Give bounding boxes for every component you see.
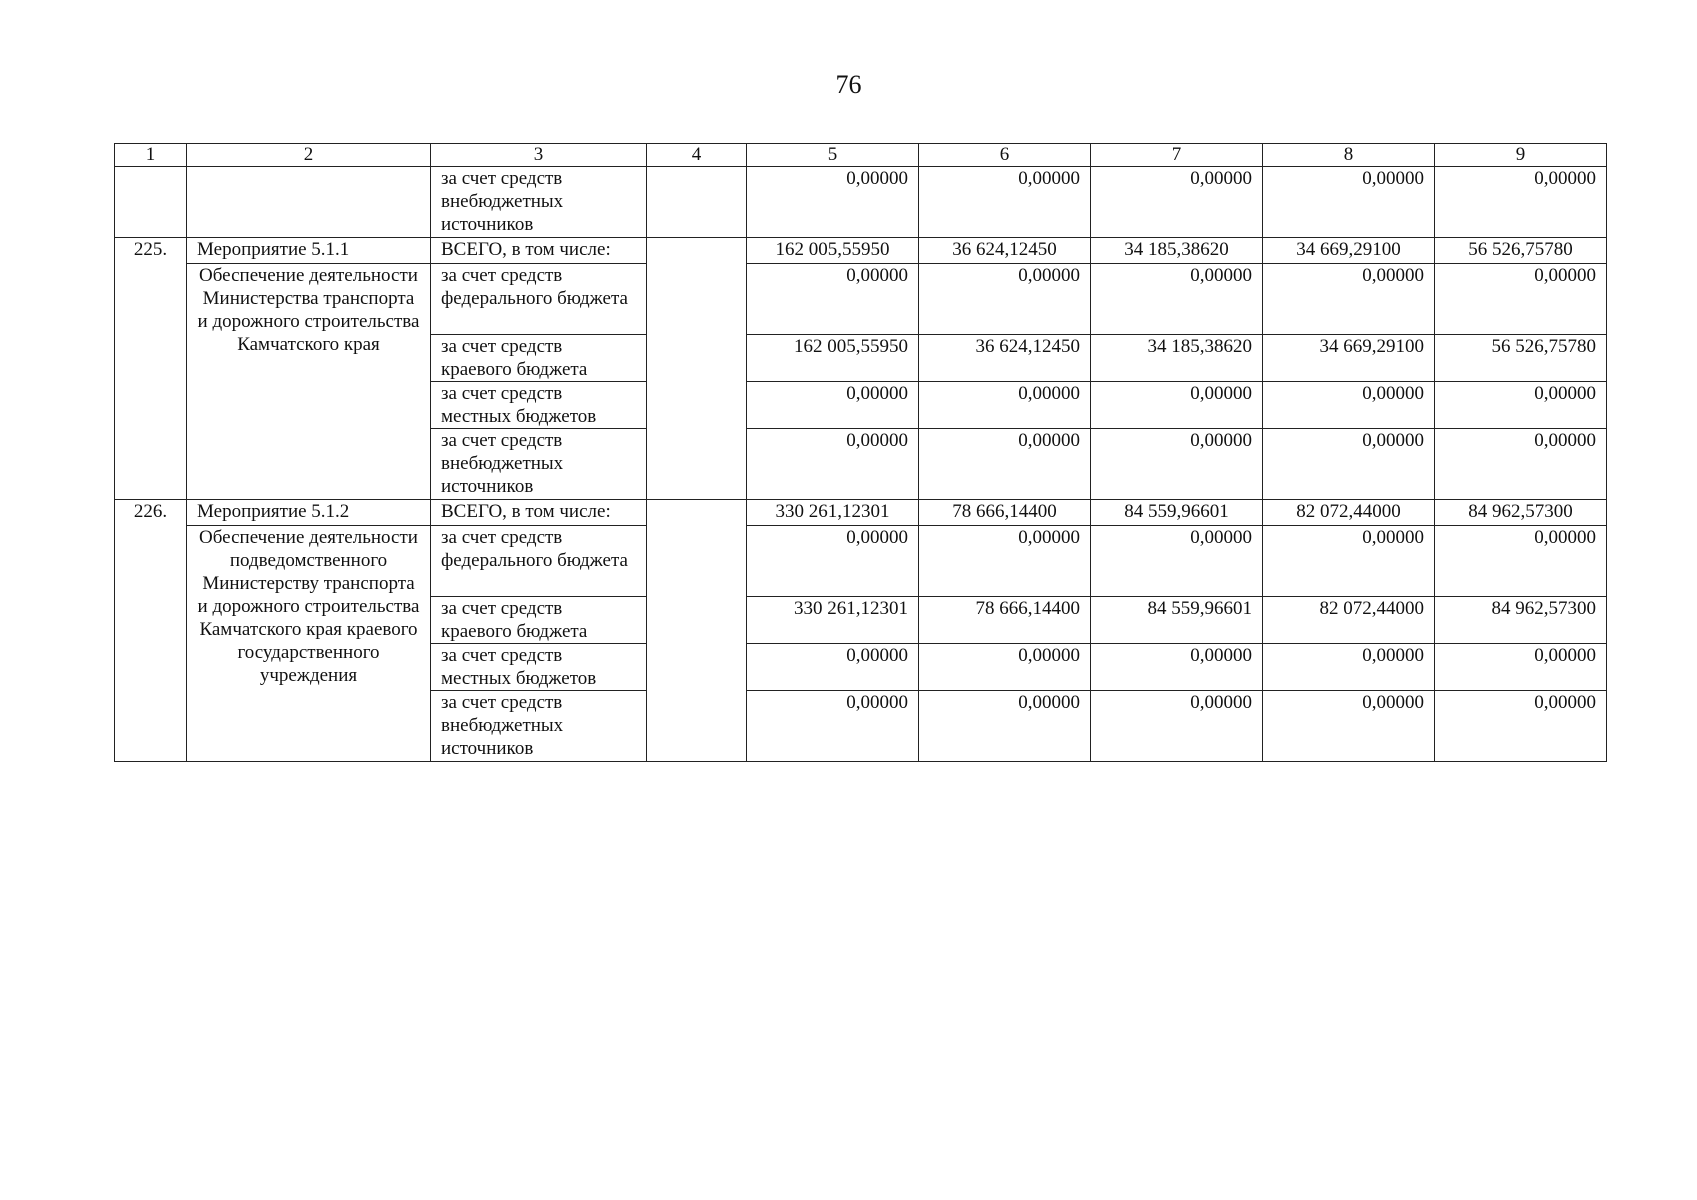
value-cell: 0,00000 — [919, 382, 1091, 429]
budget-table — [114, 143, 1607, 762]
total-label: ВСЕГО, в том числе: — [431, 238, 647, 264]
total-value: 84 962,57300 — [1435, 500, 1607, 526]
value-cell: 330 261,12301 — [747, 597, 919, 644]
value-cell: 34 185,38620 — [1091, 335, 1263, 382]
table-row — [115, 238, 1607, 264]
funding-source-cell: за счет средств внебюджетных источников — [431, 167, 647, 238]
value-cell: 0,00000 — [1263, 644, 1435, 691]
total-value: 34 669,29100 — [1263, 238, 1435, 264]
value-cell: 34 669,29100 — [1263, 335, 1435, 382]
funding-source-cell: за счет средств краевого бюджета — [431, 597, 647, 644]
column-header: 7 — [1091, 144, 1263, 167]
funding-source-cell: за счет средств внебюджетных источников — [431, 429, 647, 500]
executor-cell — [647, 500, 747, 762]
item-name: Мероприятие 5.1.1 — [187, 238, 431, 264]
value-cell: 0,00000 — [1091, 264, 1263, 335]
value-cell: 0,00000 — [1091, 382, 1263, 429]
table-row — [115, 500, 1607, 526]
item-description: Обеспечение деятельности Министерства транспорта и дорожного строительства Камчатского края — [187, 264, 431, 500]
column-header: 5 — [747, 144, 919, 167]
value-cell: 0,00000 — [1091, 429, 1263, 500]
value-cell: 0,00000 — [747, 167, 919, 238]
item-number: 225. — [115, 238, 187, 500]
value-cell: 84 962,57300 — [1435, 597, 1607, 644]
value-cell: 0,00000 — [1263, 382, 1435, 429]
value-cell: 0,00000 — [1435, 264, 1607, 335]
value-cell: 36 624,12450 — [919, 335, 1091, 382]
column-header: 4 — [647, 144, 747, 167]
funding-source-cell: за счет средств краевого бюджета — [431, 335, 647, 382]
total-value: 84 559,96601 — [1091, 500, 1263, 526]
value-cell: 0,00000 — [1263, 167, 1435, 238]
funding-source-cell: за счет средств федерального бюджета — [431, 526, 647, 597]
value-cell: 0,00000 — [1435, 382, 1607, 429]
column-header: 6 — [919, 144, 1091, 167]
total-value: 82 072,44000 — [1263, 500, 1435, 526]
value-cell: 0,00000 — [747, 429, 919, 500]
value-cell: 0,00000 — [1263, 526, 1435, 597]
total-value: 56 526,75780 — [1435, 238, 1607, 264]
total-value: 78 666,14400 — [919, 500, 1091, 526]
name-cell — [187, 167, 431, 238]
funding-source-cell: за счет средств федерального бюджета — [431, 264, 647, 335]
value-cell: 0,00000 — [1091, 167, 1263, 238]
executor-cell — [647, 167, 747, 238]
table-row — [115, 264, 1607, 335]
column-header: 8 — [1263, 144, 1435, 167]
funding-source-cell: за счет средств местных бюджетов — [431, 644, 647, 691]
value-cell: 162 005,55950 — [747, 335, 919, 382]
value-cell: 0,00000 — [1091, 691, 1263, 762]
value-cell: 0,00000 — [919, 429, 1091, 500]
value-cell: 56 526,75780 — [1435, 335, 1607, 382]
item-description: Обеспечение деятельности подведомственного Министерству транспорта и дорожного строительства Камчатского края краевого государственного учреждения — [187, 526, 431, 762]
value-cell: 0,00000 — [1435, 429, 1607, 500]
column-header-row — [115, 144, 1607, 167]
value-cell: 84 559,96601 — [1091, 597, 1263, 644]
value-cell: 0,00000 — [747, 691, 919, 762]
page-number: 76 — [835, 70, 862, 99]
value-cell: 0,00000 — [747, 644, 919, 691]
value-cell: 0,00000 — [1263, 264, 1435, 335]
funding-source-cell: за счет средств местных бюджетов — [431, 382, 647, 429]
value-cell: 0,00000 — [747, 382, 919, 429]
value-cell: 0,00000 — [919, 526, 1091, 597]
value-cell: 0,00000 — [1263, 691, 1435, 762]
table-row — [115, 167, 1607, 238]
total-label: ВСЕГО, в том числе: — [431, 500, 647, 526]
value-cell: 0,00000 — [919, 644, 1091, 691]
column-header: 9 — [1435, 144, 1607, 167]
value-cell: 0,00000 — [1091, 644, 1263, 691]
value-cell: 0,00000 — [1435, 691, 1607, 762]
value-cell: 0,00000 — [747, 526, 919, 597]
column-header: 2 — [187, 144, 431, 167]
value-cell: 0,00000 — [1435, 167, 1607, 238]
executor-cell — [647, 238, 747, 500]
total-value: 330 261,12301 — [747, 500, 919, 526]
value-cell: 0,00000 — [1435, 644, 1607, 691]
value-cell: 0,00000 — [919, 167, 1091, 238]
total-value: 36 624,12450 — [919, 238, 1091, 264]
value-cell: 0,00000 — [1263, 429, 1435, 500]
value-cell: 0,00000 — [919, 691, 1091, 762]
item-number: 226. — [115, 500, 187, 762]
column-header: 1 — [115, 144, 187, 167]
table-row — [115, 526, 1607, 597]
value-cell: 78 666,14400 — [919, 597, 1091, 644]
value-cell: 0,00000 — [919, 264, 1091, 335]
column-header: 3 — [431, 144, 647, 167]
value-cell: 0,00000 — [1091, 526, 1263, 597]
value-cell: 0,00000 — [747, 264, 919, 335]
number-cell — [115, 167, 187, 238]
total-value: 34 185,38620 — [1091, 238, 1263, 264]
funding-source-cell: за счет средств внебюджетных источников — [431, 691, 647, 762]
item-name: Мероприятие 5.1.2 — [187, 500, 431, 526]
value-cell: 0,00000 — [1435, 526, 1607, 597]
value-cell: 82 072,44000 — [1263, 597, 1435, 644]
total-value: 162 005,55950 — [747, 238, 919, 264]
